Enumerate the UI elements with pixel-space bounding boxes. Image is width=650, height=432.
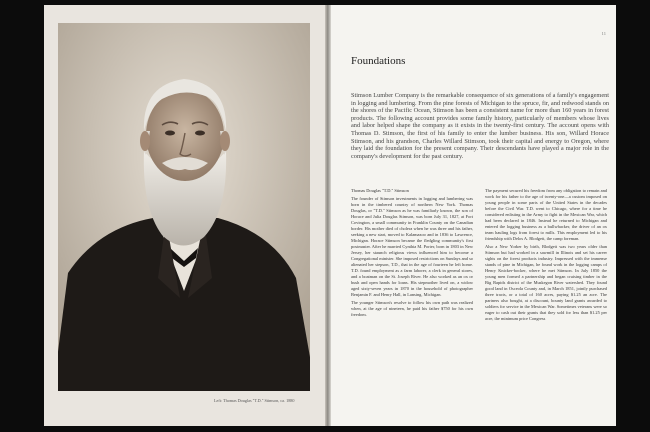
left-page <box>44 5 325 426</box>
photo-caption: Left: Thomas Douglas "T.D." Stimson, ca. 1880 <box>214 398 295 403</box>
portrait-photo <box>58 23 310 391</box>
body-paragraph: The payment secured his freedom from any obligation to remain and work for his father to the age of twenty-one—a custom imposed on young people in some parts of the United States in the decades before the Civil War. T.D. went to Chicago, where for a time he considered enlisting in the Army to fight in the Mexican War, which had been declared in 1846. Instead he returned to Michigan and entered the logging business as a bullwhacker, the driver of an ox team hauling logs from forest to mills. This employment led to his friendship with Delos A. Blodgett, the camp foreman. <box>485 188 607 241</box>
text-column-left <box>351 188 473 320</box>
text-column-right <box>485 188 607 324</box>
right-page <box>331 5 616 426</box>
body-paragraph: The founder of Stimson investments in logging and lumbering was born in the timbered country of northern New York. Thomas Douglas, or "T.D." Stimson as he was familiarly known, the son of Horace and Julia Douglas Stimson, was born July 31, 1827, at Fort Covington, a small community in Franklin County on the Canadian border. His mother died of cholera when he was three and his father, seeking a new start, moved to Kalamazoo and in 1836 to Lawrence, Michigan. Horace Stimson became the fledgling community's first postmaster. After he married Cynthia M. Porter, born in 1803 in New Jersey, her staunch religious views influenced him to become a Congregational minister. She imposed restrictions on Sundays and so alienated her stepson, T.D., that in the age of fourteen he left home. T.D. found employment as a farm laborer, a clerk in general stores, and a boatman on the St. Joseph River. He also worked as an ox or bush and open hands for loans. His stepmother lived on, a widow aged sixty-seven years in 1870 in the household of photographer Benjamin F. and Henry Hall, in Lansing, Michigan. <box>351 196 473 297</box>
book-spread <box>44 5 616 426</box>
body-paragraph: The younger Stimson's resolve to follow his own path was realized when, at the age of nineteen, he paid his father $750 for his own freedom. <box>351 300 473 317</box>
body-paragraph: Also a New Yorker by birth, Blodgett was two years older than Stimson but had worked in a sawmill in Illinois and set his career sights on the forest products industry. Impressed with the immense stands of pine in Michigan, he found work in the logging camps of Henry Knicker-bocker, where he met Stimson. In July 1850 the young men formed a partnership and began cruising timber in the Big Rapids district of the Muskegon River watershed. They found good land in Osceola County and, in March 1851, jointly purchased three tracts, or a total of 160 acres, paying $1.25 an acre. The partners also bought, at a discount, bounty land grants awarded to soldiers for service in the Mexican War. Sometimes veterans were so eager to cash out their grants that they sold for less than $1.25 per acre, the minimum price Congress <box>485 244 607 321</box>
intro-paragraph: Stimson Lumber Company is the remarkable consequence of six generations of a family's engagement in logging and lumbering. From the pine forests of Michigan to the spruce, fir, and redwood stands on the shores of the Pacific Ocean, Stimson has been a consistent name for more than 160 years in forest products. The following account provides some family history, particularly of members whose lives and labor helped shape the company as it exists in the twenty-first century. The account opens with Thomas D. Stimson, the first of his family to enter the lumber business. His son, Willard Horace Stimson, and his grandson, Charles Willard Stimson, took their capital and energy to Oregon, where they laid the foundation for the present company. Their descendants have played a major role in the company's development for the past century. <box>351 92 610 160</box>
column-heading: Thomas Douglas "T.D." Stimson <box>351 188 409 193</box>
page-number: 11 <box>601 31 606 36</box>
portrait-illustration <box>58 23 310 391</box>
section-title: Foundations <box>351 55 406 67</box>
